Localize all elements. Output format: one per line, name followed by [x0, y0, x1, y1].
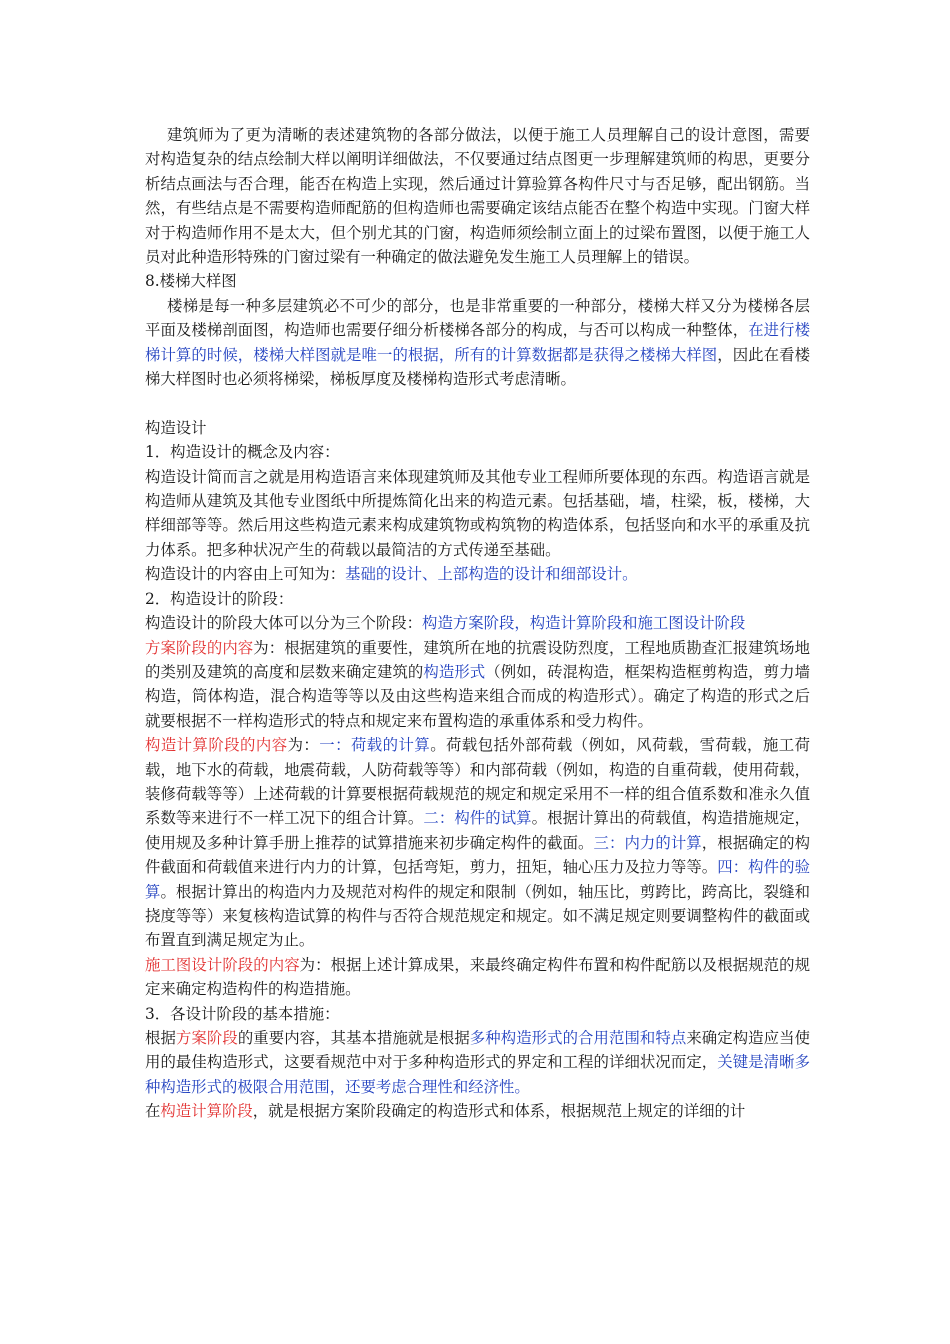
paragraph-drawing-stage — [145, 953, 810, 1002]
text-span: 构造设计的阶段大体可以分为三个阶段： — [145, 614, 423, 633]
section-title: 构造设计 — [145, 418, 207, 437]
highlight-blue: 一：荷载的计算 — [319, 736, 431, 755]
text-span: 为：根据上述计算成果，来最终确定构件布置和构件配筋以及根据规范的规定来确定构造构件的构造措施。 — [145, 955, 810, 999]
highlight-red: 构造计算阶段 — [160, 1102, 253, 1121]
paragraph-stages-intro — [145, 611, 810, 635]
text-span: 楼梯是每一种多层建筑必不可少的部分，也是非常重要的一种部分，楼梯大样又分为楼梯各层平面及楼梯剖面图，构造师也需要仔细分析楼梯各部分的构成，与否可以构成一种整体， — [145, 296, 810, 340]
highlight-blue: 构造方案阶段，构造计算阶段和施工图设计阶段 — [422, 614, 746, 633]
highlight-blue: 多种构造形式的合用范围和特点 — [469, 1029, 687, 1048]
paragraph-content — [145, 562, 810, 586]
blank-line — [145, 391, 810, 415]
heading-stages: 2．构造设计的阶段： — [145, 589, 294, 608]
text-span: （例如，砖混构造，框架构造框剪构造，剪力墙构造，筒体构造，混合构造等等以及由这些构造来组合而成的构造形式）。确定了构造的形式之后就要根据不一样构造形式的特点和规定来布置构造的承重体系和受力构件。 — [145, 662, 810, 730]
highlight-blue: 关键是清晰多种构造形式的极限合用范围，还要考虑合理性和经济性。 — [145, 1053, 810, 1096]
text-span: 。根据计算出的构造内力及规范对构件的规定和限制（例如，轴压比，剪跨比，跨高比，裂缝和挠度等等）来复核构造试算的构件与否符合规范规定和规定。如不满足规定则要调整构件的截面或布置直到满足规定为止。 — [145, 882, 810, 950]
highlight-blue: 三：内力的计算 — [593, 833, 702, 852]
paragraph-plan-measures — [145, 1026, 810, 1099]
text-span: ，就是根据方案阶段确定的构造形式和体系，根据规范上规定的详细的计 — [252, 1102, 746, 1121]
text-span: 构造设计的内容由上可知为： — [145, 565, 346, 584]
highlight-blue: 在进行楼梯计算的时候，楼梯大样图就是唯一的根据，所有的计算数据都是获得之楼梯大样图 — [145, 321, 810, 364]
highlight-blue: 构造形式 — [423, 662, 486, 681]
heading-stair-drawings: 8.楼梯大样图 — [145, 272, 237, 291]
paragraph-plan-stage — [145, 636, 810, 734]
highlight-red: 构造计算阶段的内容 — [145, 736, 288, 755]
highlight-blue: 二：构件的试算 — [423, 809, 532, 828]
highlight-red: 方案阶段的内容 — [145, 638, 254, 657]
highlight-red: 方案阶段 — [175, 1029, 238, 1048]
text-span: 。根据计算出的荷载值，构造措施规定，使用规及多种计算手册上推荐的试算措施来初步确定构件的截面。 — [145, 809, 810, 852]
text-span: 。荷载包括外部荷载（例如，风荷载，雪荷载，施工荷载，地下水的荷载，地震荷载，人防荷载等等）和内部荷载（例如，构造的自重荷载，使用荷载，装修荷载等等）上述荷载的计算要根据荷载规范的规定和规定采用不一样的组合值系数和准永久值系数等来进行不一样工况下的组合计算。 — [145, 736, 810, 828]
text-span: 来确定构造应当使用的最佳构造形式，这要看规范中对于多种构造形式的界定和工程的详细状况而定， — [145, 1029, 810, 1072]
text-span: ，因此在看楼梯大样图时也必须将梯梁，梯板厚度及楼梯构造形式考虑清晰。 — [145, 345, 810, 389]
text-span: 在 — [145, 1102, 161, 1121]
text-span: ，根据确定的构件截面和荷载值来进行内力的计算，包括弯矩，剪力，扭矩，轴心压力及拉力等等。 — [145, 833, 810, 877]
heading-concept: 1．构造设计的概念及内容： — [145, 443, 340, 462]
text-span: 根据 — [145, 1029, 176, 1048]
paragraph-concept: 构造设计简而言之就是用构造语言来体现建筑师及其他专业工程师所要体现的东西。构造语言就是构造师从建筑及其他专业图纸中所提炼简化出来的构造元素。包括基础，墙，柱梁，板，楼梯，大样细部等等。然后用这些构造元素来构成建筑物或构筑物的构造体系，包括竖向和水平的承重及抗力体系。把多种状况产生的荷载以最简洁的方式传递至基础。 — [145, 467, 810, 559]
document-body — [145, 123, 810, 1124]
heading-basic-measures: 3．各设计阶段的基本措施： — [145, 1004, 340, 1023]
highlight-blue: 四：构件的验算 — [145, 858, 810, 901]
highlight-blue: 基础的设计、上部构造的设计和细部设计。 — [345, 565, 638, 584]
text-span: 为： — [287, 736, 320, 755]
text-span: 的重要内容，其基本措施就是根据 — [237, 1029, 470, 1048]
paragraph-detail-drawings: 建筑师为了更为清晰的表述建筑物的各部分做法，以便于施工人员理解自己的设计意图，需要对构造复杂的结点绘制大样以阐明详细做法，不仅要通过结点图更一步理解建筑师的构思，更要分析结点画法与否合理，能否在构造上实现，然后通过计算验算各构件尺寸与否足够，配出钢筋。当然，有些结点是不需要构造师配筋的但构造师也需要确定该结点能否在整个构造中实现。门窗大样对于构造师作用不是太大，但个别尤其的门窗，构造师须绘制立面上的过梁布置图，以便于施工人员对此种造形特殊的门窗过梁有一种确定的做法避免发生施工人员理解上的错误。 — [145, 126, 810, 267]
paragraph-stair-drawings — [145, 294, 810, 392]
paragraph-calc-measures — [145, 1099, 810, 1123]
text-span: 为：根据建筑的重要性，建筑所在地的抗震设防烈度，工程地质勘查汇报建筑场地的类别及建筑的高度和层数来确定建筑的 — [145, 638, 810, 681]
paragraph-calc-stage — [145, 733, 810, 953]
highlight-red: 施工图设计阶段的内容 — [145, 955, 300, 974]
